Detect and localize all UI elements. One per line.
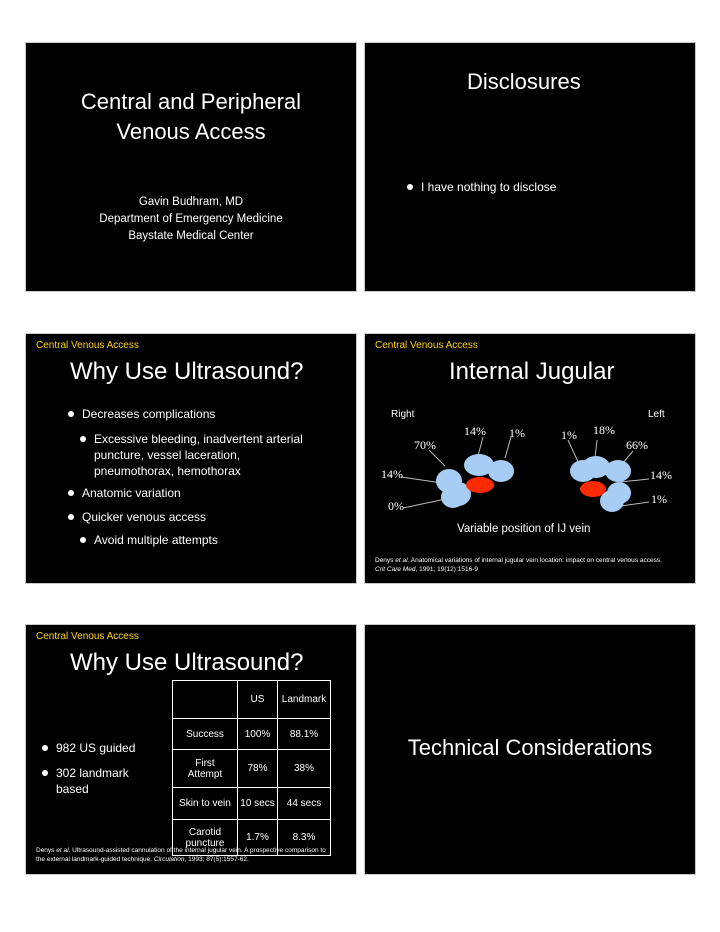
bullet-item: Anatomic variation [68, 485, 181, 501]
row-label: Carotid puncture [173, 820, 238, 856]
sub-bullet-item: Avoid multiple attempts [80, 532, 218, 548]
table-corner-cell [173, 681, 238, 719]
carotid-artery [580, 481, 606, 497]
table-header-us: US [238, 681, 278, 719]
cell-landmark: 88.1% [278, 719, 331, 750]
pct-right-1: 1% [509, 426, 525, 440]
left-side-label: Left [648, 409, 665, 420]
table-row [173, 719, 331, 750]
slide-why-ultrasound [25, 333, 357, 584]
pct-right-0: 0% [388, 499, 404, 513]
bullet-item: 302 landmark [42, 765, 129, 781]
cell-us: 100% [238, 719, 278, 750]
slide-technical-considerations [364, 624, 696, 875]
slide-heading: Technical Considerations [407, 735, 653, 760]
right-side-label: Right [391, 409, 415, 420]
bullet-item [407, 179, 556, 195]
cell-landmark: 38% [278, 750, 331, 788]
sub-bullet-continuation: pneumothorax, hemothorax [94, 464, 241, 478]
department: Department of Emergency Medicine [99, 213, 283, 225]
vein-oval [488, 460, 514, 482]
pct-right-14-top: 14% [464, 424, 486, 438]
bullet-dot-icon [68, 411, 74, 417]
cell-landmark: 8.3% [278, 820, 331, 856]
bullet-continuation: based [56, 782, 89, 796]
cell-landmark: 44 secs [278, 788, 331, 820]
slide-heading: Why Use Ultrasound? [70, 358, 304, 385]
bullet-dot-icon [42, 770, 48, 776]
bullet-dot-icon [80, 537, 86, 543]
section-label: Central Venous Access [36, 631, 139, 642]
pct-left-14: 14% [650, 468, 672, 482]
pct-left-66: 66% [626, 438, 648, 452]
vein-oval [605, 460, 631, 482]
bullet-item: 982 US guided [42, 740, 135, 756]
citation: Denys et al. Ultrasound-assisted cannulation of the internal jugular vein. A prospective comparison to the external landmark-guided technique. Circulation, 1993; 87(5):1557-62. [36, 847, 326, 863]
section-label: Central Venous Access [375, 340, 478, 351]
row-label: Success [173, 719, 238, 750]
bullet-text: I have nothing to disclose [421, 180, 557, 194]
author: Gavin Budhram, MD [138, 196, 244, 208]
bullet-dot-icon [80, 436, 86, 442]
left-vein-ovals [570, 456, 631, 512]
slide-disclosures [364, 42, 696, 292]
diagram-caption: Variable position of IJ vein [457, 523, 591, 535]
slide-internal-jugular [364, 333, 696, 584]
pct-right-14-side: 14% [381, 467, 403, 481]
sub-bullet-continuation: puncture, vessel laceration, [94, 448, 241, 462]
bullet-dot-icon [407, 184, 413, 190]
section-label: Central Venous Access [36, 340, 139, 351]
pct-left-1-low: 1% [651, 492, 667, 506]
title-line-1: Central and Peripheral [80, 89, 302, 114]
citation: Denys et al. Anatomical variations of internal jugular vein location: impact on central venous access. Crit Care Med, 1991; 19(12):1516-9 [375, 557, 662, 573]
row-label: First Attempt [173, 750, 238, 788]
slide-heading: Why Use Ultrasound? [70, 649, 304, 676]
table-row [173, 788, 331, 820]
row-label: Skin to vein [173, 788, 238, 820]
bullet-dot-icon [68, 490, 74, 496]
slide-heading: Internal Jugular [449, 358, 615, 385]
institution: Baystate Medical Center [128, 230, 254, 242]
ij-position-diagram [365, 334, 695, 583]
comparison-table [172, 680, 331, 856]
cell-us: 78% [238, 750, 278, 788]
table-header-landmark: Landmark [278, 681, 331, 719]
slide-heading: Disclosures [467, 69, 581, 94]
slide-title [25, 42, 357, 292]
bullet-item: Decreases complications [68, 406, 215, 422]
bullet-item: Quicker venous access [68, 509, 206, 525]
pct-left-18: 18% [593, 423, 615, 437]
cell-us: 1.7% [238, 820, 278, 856]
table-header-row [173, 681, 331, 719]
title-line-2: Venous Access [116, 119, 266, 144]
pct-right-70: 70% [414, 438, 436, 452]
vein-oval [441, 486, 465, 508]
right-vein-ovals [436, 454, 514, 508]
pct-left-1: 1% [561, 428, 577, 442]
sub-bullet-item: Excessive bleeding, inadvertent arterial [80, 431, 303, 447]
carotid-artery [466, 477, 494, 493]
table-row [173, 750, 331, 788]
cell-us: 10 secs [238, 788, 278, 820]
slide-why-ultrasound-stats [25, 624, 357, 875]
bullet-dot-icon [68, 514, 74, 520]
bullet-dot-icon [42, 745, 48, 751]
